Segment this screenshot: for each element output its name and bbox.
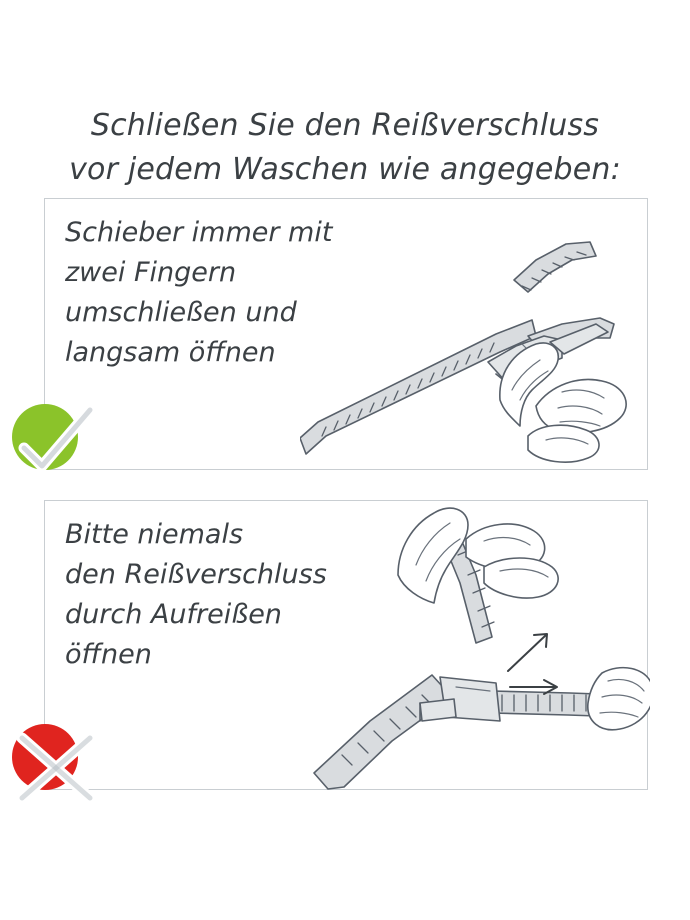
illustration-pull-apart-zipper	[270, 505, 650, 790]
page-title-line-2: vor jedem Waschen wie angegeben:	[69, 152, 621, 187]
page-title	[0, 104, 690, 192]
panel-incorrect-line-3: durch Aufreißen	[65, 599, 282, 630]
panel-incorrect-line-4: öffnen	[65, 639, 152, 670]
illustration-two-finger-zipper	[300, 240, 648, 470]
page-title-line-1: Schließen Sie den Reißverschluss	[90, 108, 600, 143]
panel-correct-line-3: umschließen und	[65, 297, 297, 328]
motion-arrows	[508, 634, 557, 694]
panel-correct-text	[65, 213, 332, 373]
panel-incorrect-line-2: den Reißverschluss	[65, 559, 327, 590]
cross-icon	[12, 724, 122, 814]
check-badge	[12, 404, 78, 470]
cross-badge	[12, 724, 78, 790]
check-icon	[12, 404, 132, 494]
panel-incorrect-line-1: Bitte niemals	[65, 519, 244, 550]
panel-correct-line-1: Schieber immer mit	[65, 217, 333, 248]
panel-correct-line-4: langsam öffnen	[65, 337, 276, 368]
panel-correct-line-2: zwei Fingern	[65, 257, 237, 288]
